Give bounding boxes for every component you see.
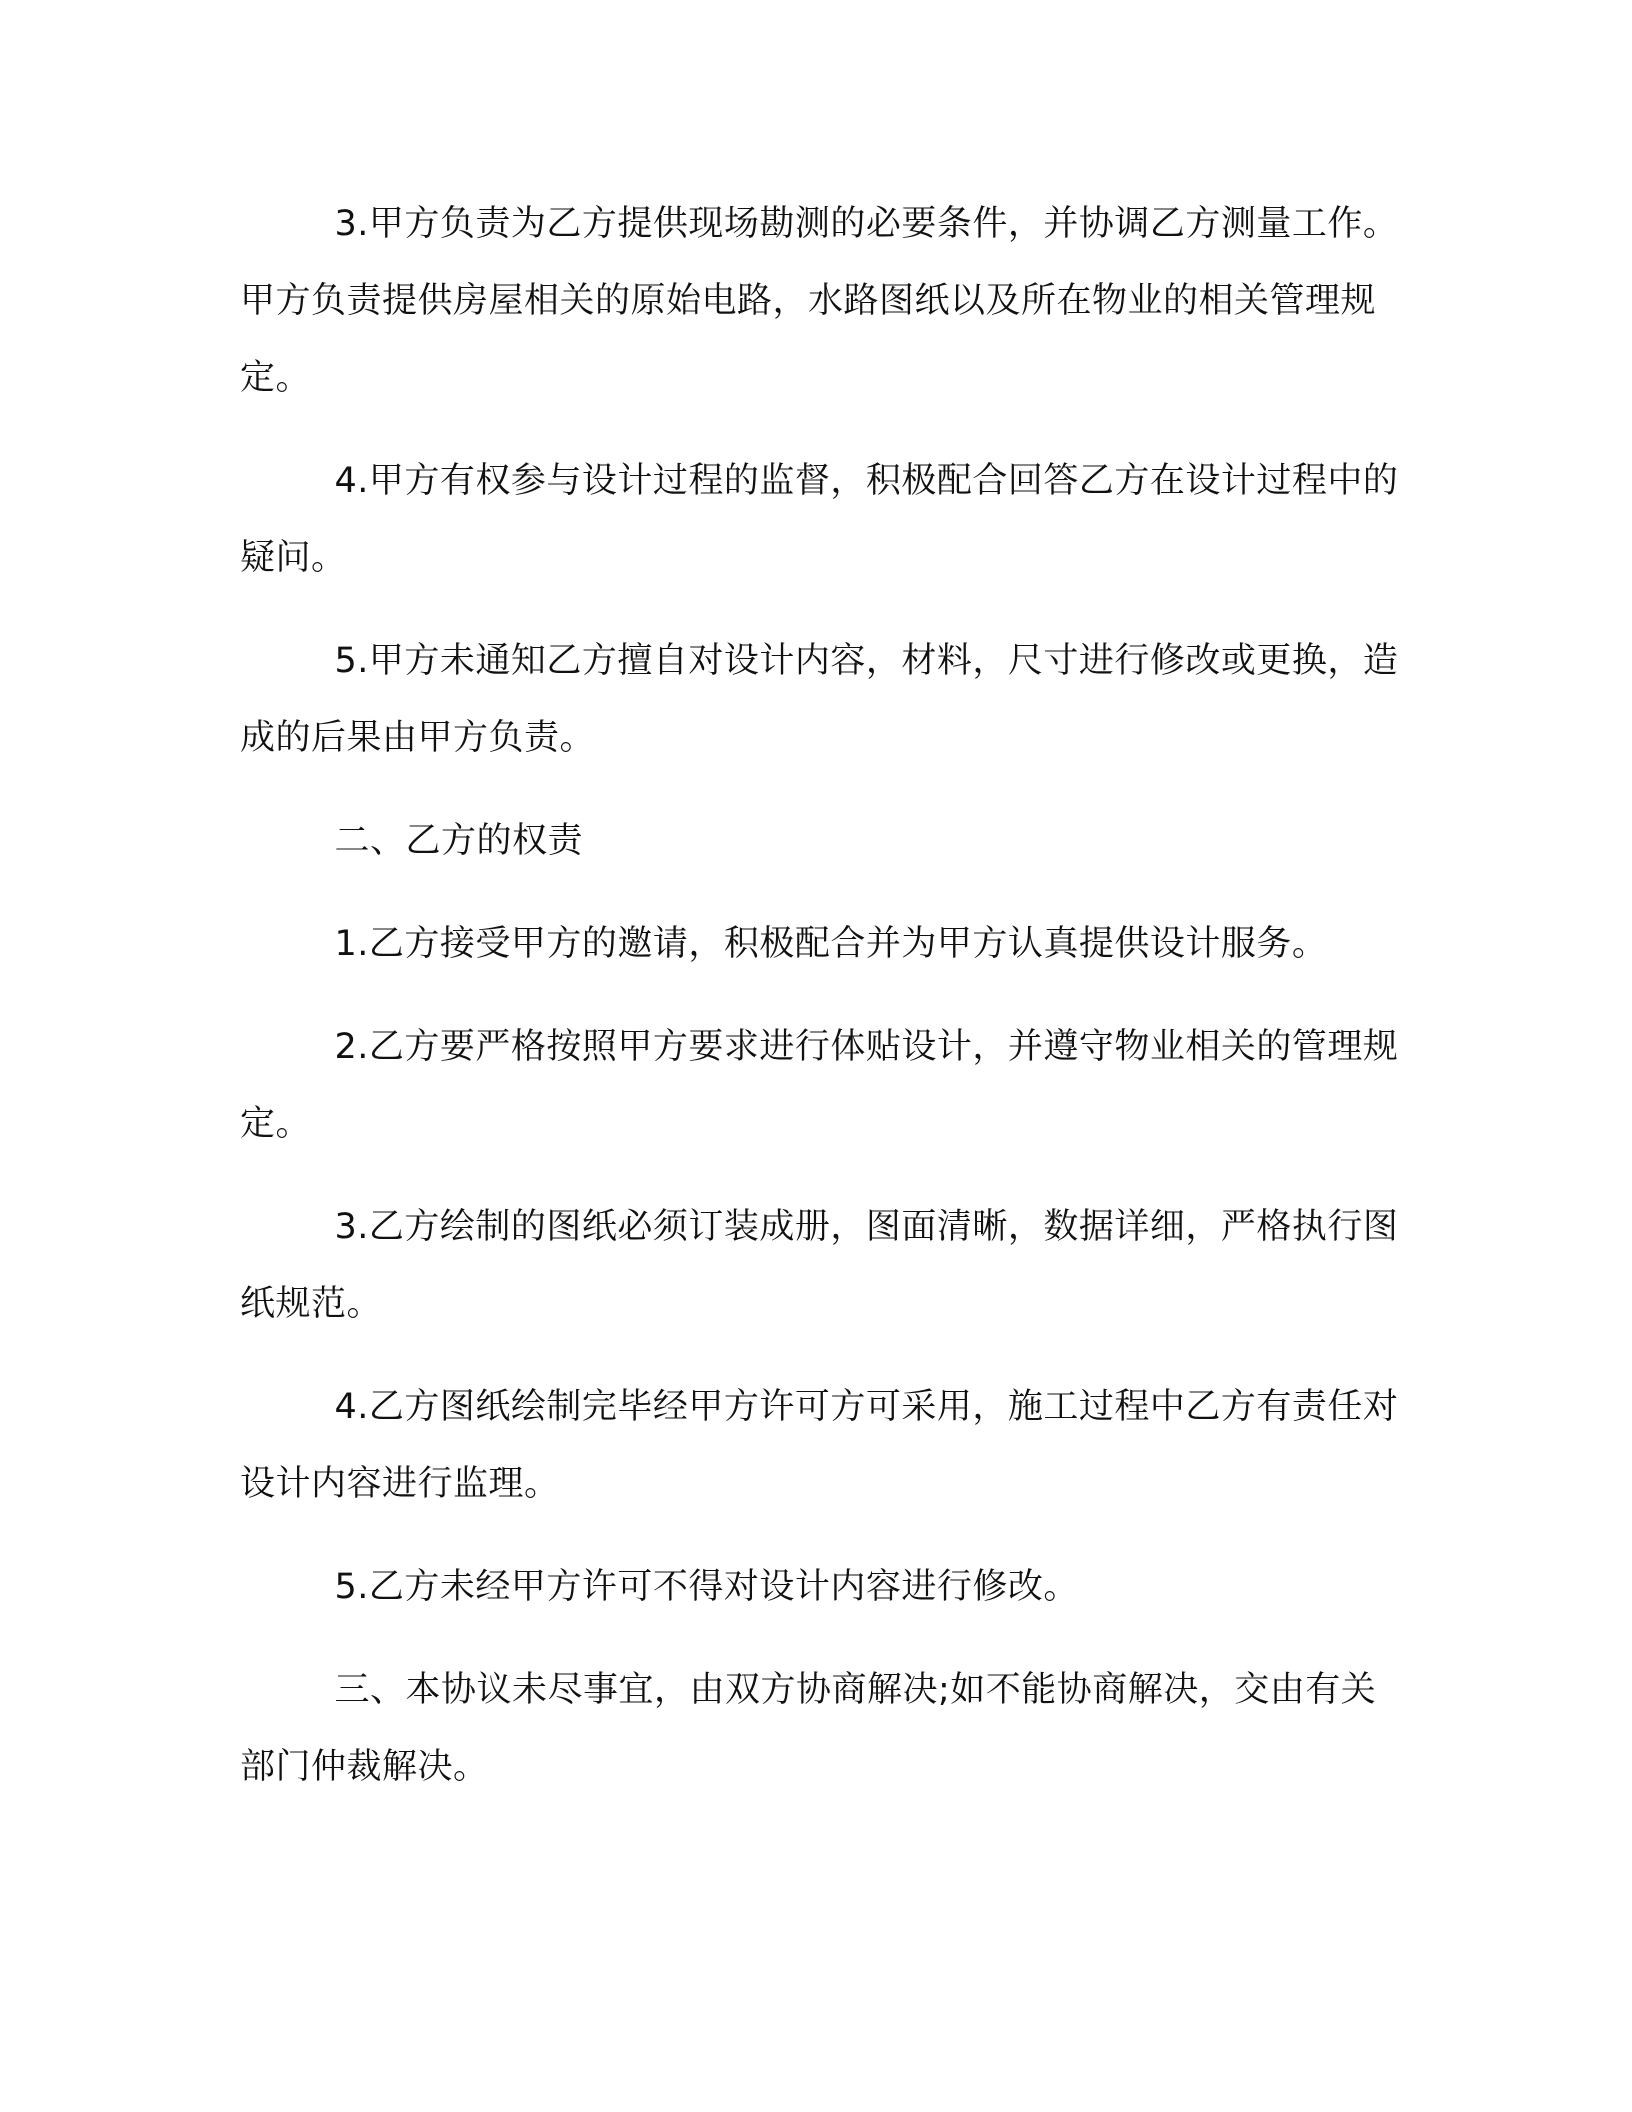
clause-party-b-1: 1.乙方接受甲方的邀请，积极配合并为甲方认真提供设计服务。 — [334, 924, 1328, 964]
document-body — [240, 186, 1405, 1832]
clause-party-b-5: 5.乙方未经甲方许可不得对设计内容进行修改。 — [334, 1567, 1079, 1607]
clause-party-b-2: 2.乙方要严格按照甲方要求进行体贴设计，并遵守物业相关的管理规定。 — [240, 1027, 1399, 1144]
clause-party-a-5: 5.甲方未通知乙方擅自对设计内容，材料，尺寸进行修改或更换，造成的后果由甲方负责。 — [240, 641, 1399, 758]
clause-party-b-3: 3.乙方绘制的图纸必须订装成册，图面清晰，数据详细，严格执行图纸规范。 — [240, 1207, 1399, 1324]
section-heading-party-b: 二、乙方的权责 — [334, 821, 584, 861]
clause-party-a-4: 4.甲方有权参与设计过程的监督，积极配合回答乙方在设计过程中的疑问。 — [240, 461, 1399, 578]
clause-party-b-4: 4.乙方图纸绘制完毕经甲方许可方可采用，施工过程中乙方有责任对设计内容进行监理。 — [240, 1387, 1399, 1504]
clause-party-a-3: 3.甲方负责为乙方提供现场勘测的必要条件，并协调乙方测量工作。甲方负责提供房屋相关的原始电路，水路图纸以及所在物业的相关管理规定。 — [240, 204, 1399, 398]
section-three-clause: 三、本协议未尽事宜，由双方协商解决;如不能协商解决，交由有关部门仲裁解决。 — [240, 1670, 1377, 1787]
